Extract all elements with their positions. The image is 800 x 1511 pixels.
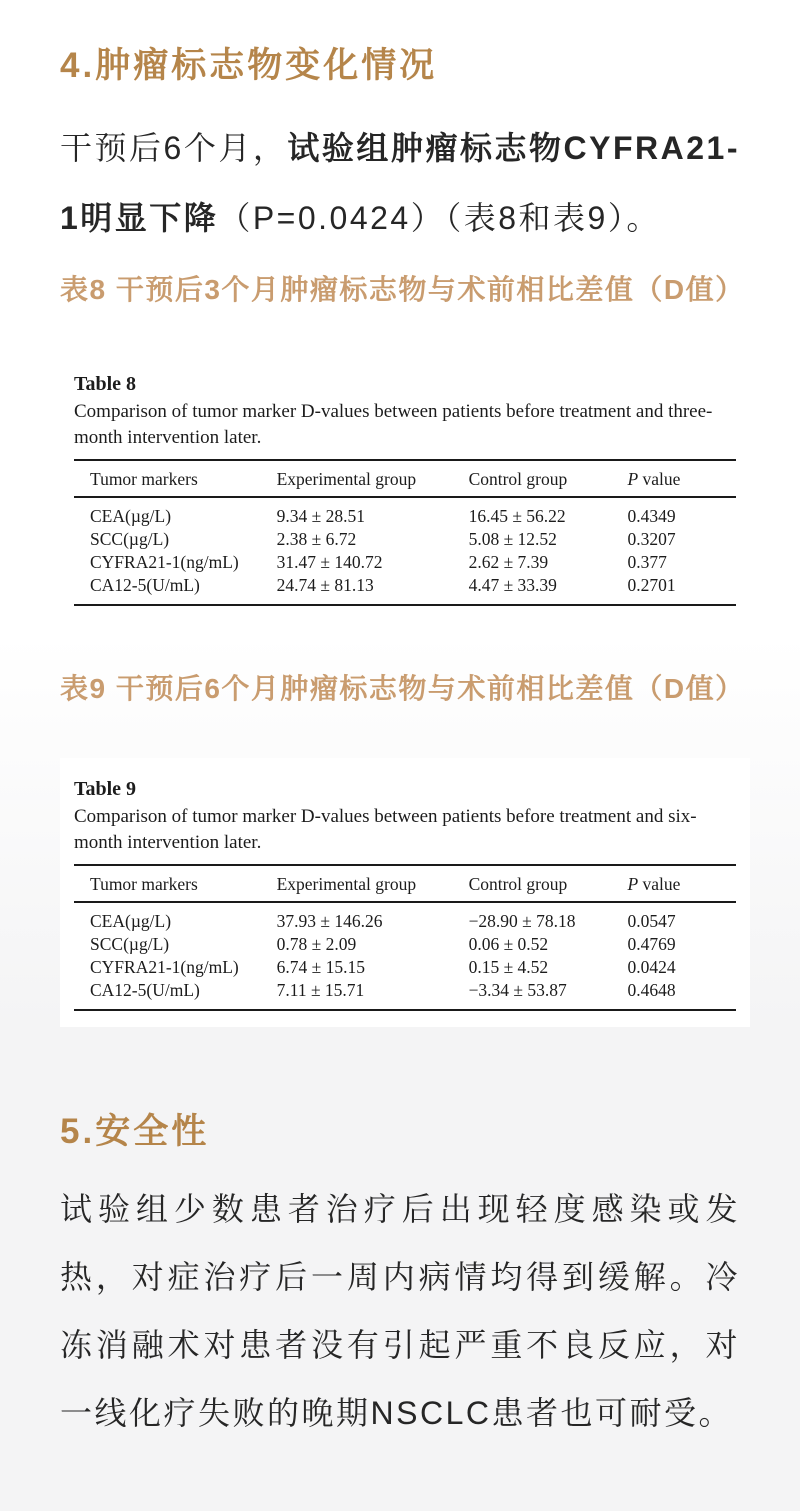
table-row bbox=[74, 933, 736, 956]
table-cell: CEA(µg/L) bbox=[90, 911, 172, 931]
table8-caption-cn: 表8 干预后3个月肿瘤标志物与术前相比差值（D值） bbox=[60, 274, 745, 305]
table-cell: 0.4769 bbox=[627, 934, 676, 954]
table-cell: 0.0424 bbox=[627, 957, 676, 977]
table8-description: Comparison of tumor marker D-values between patients before treatment and three-month intervention later. bbox=[74, 401, 713, 448]
table-cell: 4.47 ± 33.39 bbox=[468, 575, 557, 595]
column-header: Experimental group bbox=[273, 865, 465, 902]
table-cell: 0.15 ± 4.52 bbox=[468, 957, 549, 977]
table-cell: 6.74 ± 15.15 bbox=[276, 957, 365, 977]
table-row bbox=[74, 902, 736, 933]
table-cell: CA12-5(U/mL) bbox=[90, 575, 200, 595]
table-cell: 0.06 ± 0.52 bbox=[468, 934, 549, 954]
table-cell: −3.34 ± 53.87 bbox=[468, 980, 567, 1000]
table-cell: 0.4648 bbox=[627, 980, 676, 1000]
table-cell: CYFRA21-1(ng/mL) bbox=[90, 552, 239, 572]
column-header: Tumor markers bbox=[74, 865, 273, 902]
column-header: Control group bbox=[465, 865, 624, 902]
table9-header-row bbox=[74, 865, 736, 902]
section5-heading: 5.安全性 bbox=[60, 1112, 210, 1151]
table-cell: 9.34 ± 28.51 bbox=[276, 506, 365, 526]
table-row bbox=[74, 497, 736, 528]
table-row bbox=[74, 551, 736, 574]
table8-table bbox=[74, 459, 736, 606]
column-header: Control group bbox=[465, 460, 624, 497]
table-cell: 0.377 bbox=[627, 552, 667, 572]
paragraph-suffix: （P=0.0424）（表8和表9）。 bbox=[218, 200, 661, 236]
table-cell: 7.11 ± 15.71 bbox=[276, 980, 365, 1000]
section4-paragraph bbox=[60, 113, 740, 253]
table-cell: 0.78 ± 2.09 bbox=[276, 934, 357, 954]
table-cell: 0.0547 bbox=[627, 911, 676, 931]
paragraph-prefix: 干预后6个月， bbox=[60, 130, 288, 166]
table-cell: 37.93 ± 146.26 bbox=[276, 911, 383, 931]
column-header: Experimental group bbox=[273, 460, 465, 497]
table-cell: −28.90 ± 78.18 bbox=[468, 911, 576, 931]
table-cell: CYFRA21-1(ng/mL) bbox=[90, 957, 239, 977]
table-cell: 2.62 ± 7.39 bbox=[468, 552, 549, 572]
column-header: P value bbox=[623, 865, 736, 902]
table-cell: 0.4349 bbox=[627, 506, 676, 526]
table-row bbox=[74, 956, 736, 979]
table8-card bbox=[60, 353, 750, 622]
table9-label: Table 9 bbox=[74, 778, 137, 800]
table-cell: CEA(µg/L) bbox=[90, 506, 172, 526]
table-cell: 0.3207 bbox=[627, 529, 676, 549]
table-cell: SCC(µg/L) bbox=[90, 934, 170, 954]
table9-description: Comparison of tumor marker D-values between patients before treatment and six-month intervention later. bbox=[74, 806, 697, 853]
table-row bbox=[74, 574, 736, 606]
section5-paragraph: 试验组少数患者治疗后出现轻度感染或发热，对症治疗后一周内病情均得到缓解。冷冻消融术对患者没有引起严重不良反应，对一线化疗失败的晚期NSCLC患者也可耐受。 bbox=[60, 1191, 740, 1431]
table-cell: CA12-5(U/mL) bbox=[90, 980, 200, 1000]
table8-label: Table 8 bbox=[74, 373, 137, 395]
column-header: P value bbox=[623, 460, 736, 497]
table-cell: 5.08 ± 12.52 bbox=[468, 529, 557, 549]
table-cell: 0.2701 bbox=[627, 575, 676, 595]
table-cell: SCC(µg/L) bbox=[90, 529, 170, 549]
table-row bbox=[74, 528, 736, 551]
table-row bbox=[74, 979, 736, 1011]
table9-caption-cn: 表9 干预后6个月肿瘤标志物与术前相比差值（D值） bbox=[60, 673, 745, 704]
table9-card bbox=[60, 758, 750, 1027]
table-cell: 16.45 ± 56.22 bbox=[468, 506, 566, 526]
table-cell: 31.47 ± 140.72 bbox=[276, 552, 383, 572]
table8-header-row bbox=[74, 460, 736, 497]
paragraph-bold-text: 试验组肿瘤标志物CYFRA21-1明显下降 bbox=[60, 130, 740, 236]
table-cell: 24.74 ± 81.13 bbox=[276, 575, 374, 595]
table9-table bbox=[74, 864, 736, 1011]
table-cell: 2.38 ± 6.72 bbox=[276, 529, 357, 549]
column-header: Tumor markers bbox=[74, 460, 273, 497]
section4-heading: 4.肿瘤标志物变化情况 bbox=[60, 46, 438, 85]
